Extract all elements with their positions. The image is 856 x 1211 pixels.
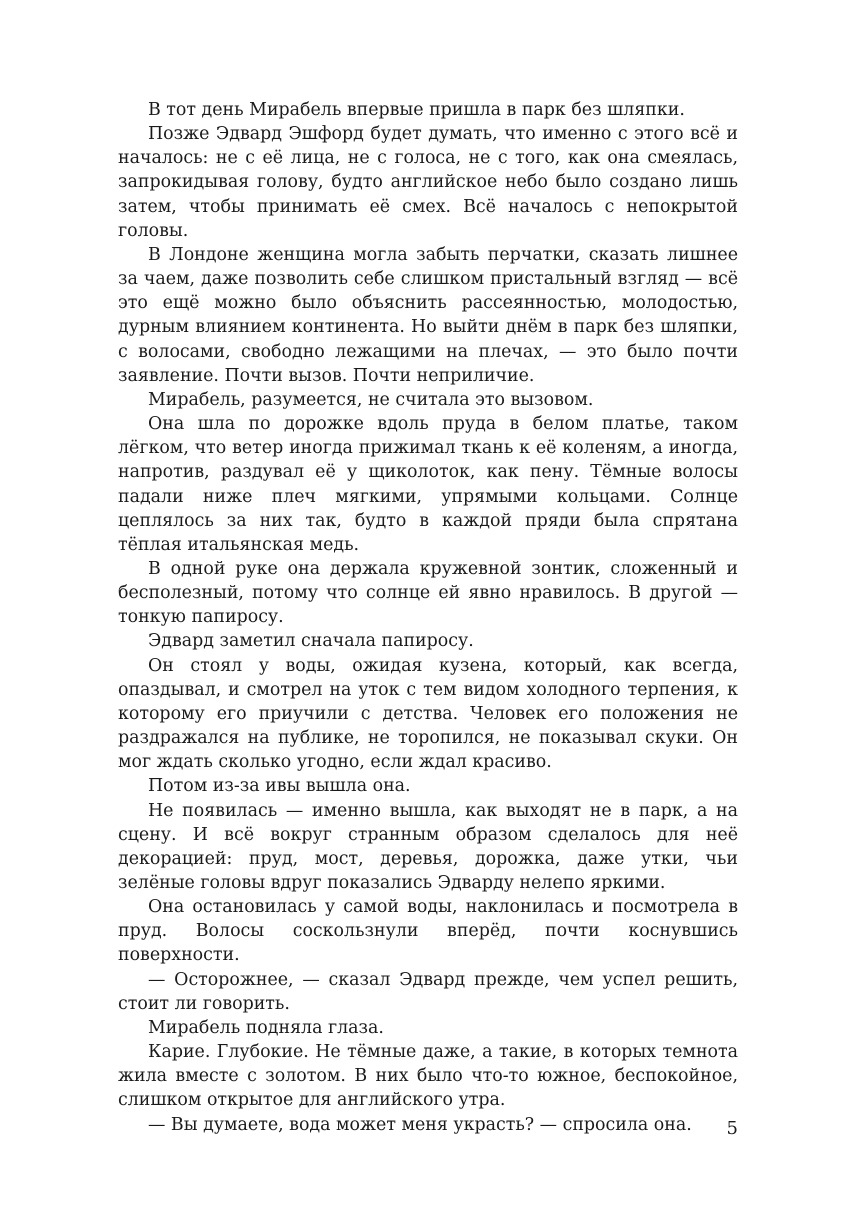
paragraph: Мирабель подняла глаза. <box>148 1017 384 1038</box>
paragraph: Карие. Глубокие. Не тёмные даже, а такие, в которых темнота жила вместе с золотом. В них было что-то южное, беспокойное, слишком открытое для английского утра. <box>118 1042 738 1111</box>
paragraph: Мирабель, разумеется, не считала это вызовом. <box>148 389 594 410</box>
paragraph: В тот день Мирабель впервые пришла в парк без шляпки. <box>148 100 685 120</box>
paragraph: Позже Эдвард Эшфорд будет думать, что именно с этого всё и началось: не с её лица, не с голоса, не с того, как она смеялась, запрокидывая голову, будто английское небо было создано лишь затем, чтобы принимать её смех. Всё началось с непокрытой головы. <box>118 124 738 241</box>
paragraph: В Лондоне женщина могла забыть перчатки, сказать лишнее за чаем, даже позволить себе слишком пристальный взгляд — всё это ещё можно было объяснить рассеянностью, молодостью, дурным влиянием континента. Но выйти днём в парк без шляпки, с волосами, свободно лежащими на плечах, — это было почти заявление. Почти вызов. Почти неприличие. <box>118 244 738 386</box>
paragraph: Потом из-за ивы вышла она. <box>148 776 411 797</box>
paragraph: — Осторожнее, — сказал Эдвард прежде, чем успел решить, стоит ли говорить. <box>118 969 738 1014</box>
paragraph: — Вы думаете, вода может меня украсть? — спросила она. <box>148 1114 692 1135</box>
paragraph: Эдвард заметил сначала папиросу. <box>148 631 474 652</box>
page-number: 5 <box>726 1118 738 1139</box>
paragraph: Она остановилась у самой воды, наклонилась и посмотрела в пруд. Волосы соскользнули вперёд, почти коснувшись поверхности. <box>118 897 738 966</box>
body-text <box>118 98 738 1137</box>
paragraph: Не появилась — именно вышла, как выходят не в парк, а на сцену. И всё вокруг странным образом сделалось для неё декорацией: пруд, мост, деревья, дорожка, даже утки, чьи зелёные головы вдруг показались Эдварду нелепо яркими. <box>118 800 738 893</box>
paragraph: Он стоял у воды, ожидая кузена, который, как всегда, опаздывал, и смотрел на уток с тем видом холодного терпения, к которому его приучили с детства. Человек его положения не раздражался на публике, не торопился, не показывал скуки. Он мог ждать сколько угодно, если ждал красиво. <box>118 655 738 773</box>
paragraph: В одной руке она держала кружевной зонтик, сложенный и бесполезный, потому что солнце ей явно нравилось. В другой — тонкую папиросу. <box>118 558 738 628</box>
paragraph: Она шла по дорожке вдоль пруда в белом платье, таком лёгком, что ветер иногда прижимал ткань к её коленям, а иногда, напротив, раздувал её у щиколоток, как пену. Тёмные волосы падали ниже плеч мягкими, упрямыми кольцами. Солнце цеплялось за них так, будто в каждой пряди была спрятана тёплая итальянская медь. <box>118 414 738 555</box>
